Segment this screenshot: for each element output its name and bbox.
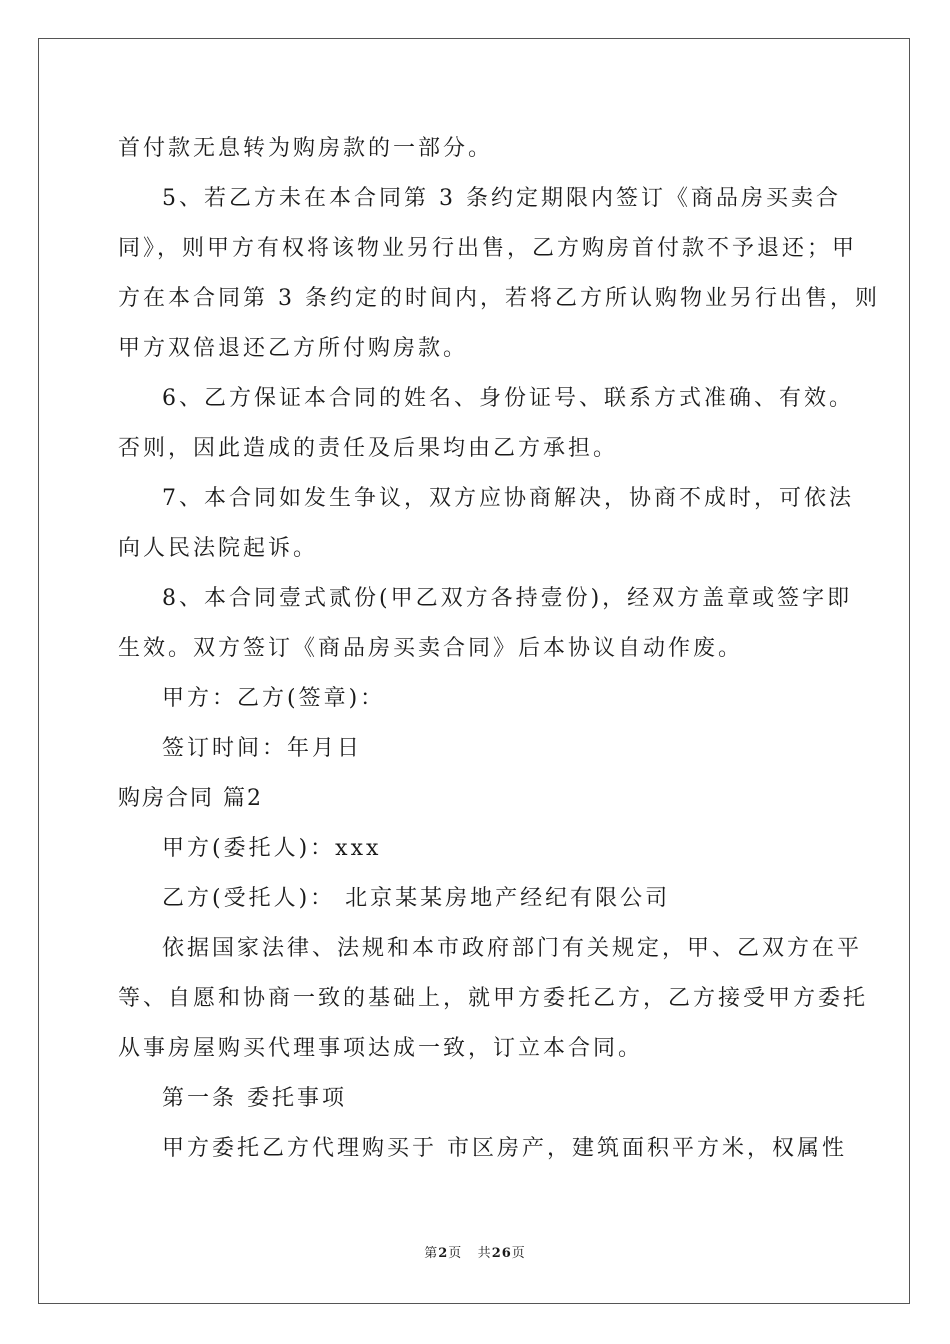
paragraph-line: 生效。双方签订《商品房买卖合同》后本协议自动作废。 bbox=[118, 636, 744, 661]
article-1-line: 甲方委托乙方代理购买于 市区房产，建筑面积平方米，权属性 bbox=[162, 1136, 847, 1161]
clause-5-line: 5、若乙方未在本合同第 3 条约定期限内签订《商品房买卖合 bbox=[162, 186, 841, 211]
signature-line: 甲方：乙方(签章)： bbox=[162, 686, 386, 711]
total-prefix: 共 bbox=[477, 1246, 492, 1261]
total-suffix: 页 bbox=[511, 1246, 526, 1261]
preamble-line: 依据国家法律、法规和本市政府部门有关规定，甲、乙双方在平 bbox=[162, 936, 863, 961]
paragraph-line: 从事房屋购买代理事项达成一致，订立本合同。 bbox=[118, 1036, 644, 1061]
paragraph-line: 方在本合同第 3 条约定的时间内，若将乙方所认购物业另行出售，则 bbox=[118, 286, 880, 311]
page-number: 2 bbox=[438, 1246, 449, 1261]
section-heading: 购房合同 篇2 bbox=[118, 786, 263, 811]
paragraph-line: 首付款无息转为购房款的一部分。 bbox=[118, 136, 494, 161]
party-a-line: 甲方(委托人)：xxx bbox=[162, 836, 382, 861]
clause-6-line: 6、乙方保证本合同的姓名、身份证号、联系方式准确、有效。 bbox=[162, 386, 854, 411]
party-b-line: 乙方(受托人)： 北京某某房地产经纪有限公司 bbox=[162, 886, 671, 911]
paragraph-line: 等、自愿和协商一致的基础上，就甲方委托乙方，乙方接受甲方委托 bbox=[118, 986, 869, 1011]
clause-8-line: 8、本合同壹式贰份(甲乙双方各持壹份)，经双方盖章或签字即 bbox=[162, 586, 853, 611]
paragraph-line: 甲方双倍退还乙方所付购房款。 bbox=[118, 336, 469, 361]
paragraph-line: 否则，因此造成的责任及后果均由乙方承担。 bbox=[118, 436, 619, 461]
article-1-heading: 第一条 委托事项 bbox=[162, 1086, 347, 1111]
signing-date-line: 签订时间：年月日 bbox=[162, 736, 363, 761]
paragraph-line: 向人民法院起诉。 bbox=[118, 536, 319, 561]
page-suffix: 页 bbox=[448, 1246, 463, 1261]
paragraph-line: 同》，则甲方有权将该物业另行出售，乙方购房首付款不予退还；甲 bbox=[118, 236, 858, 261]
page-prefix: 第 bbox=[424, 1246, 439, 1261]
clause-7-line: 7、本合同如发生争议，双方应协商解决，协商不成时，可依法 bbox=[162, 486, 854, 511]
total-pages: 26 bbox=[491, 1246, 512, 1261]
page-footer bbox=[0, 1242, 950, 1261]
document-body bbox=[118, 124, 880, 1174]
